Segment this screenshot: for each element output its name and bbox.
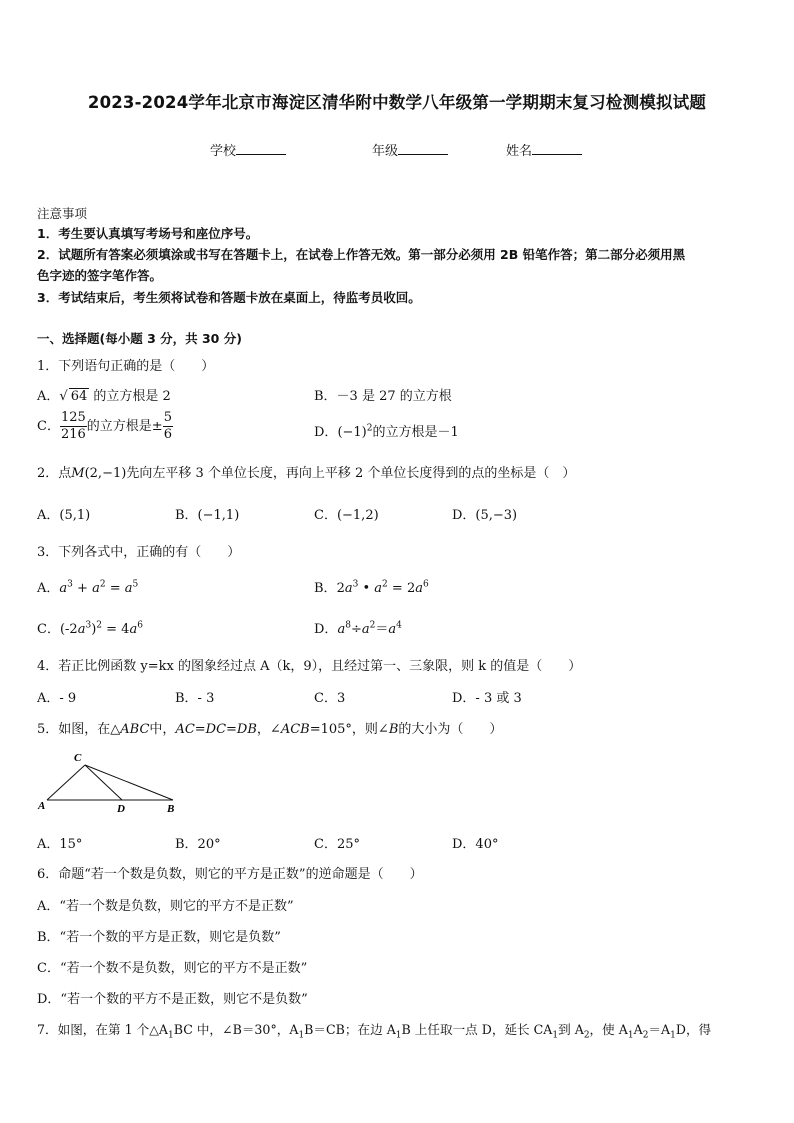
q7-text-3: B 上任取一点 D，延长 CA (401, 1022, 553, 1037)
q1-option-c (37, 410, 173, 443)
q1-stem: 1．下列语句正确的是（ ） (37, 359, 215, 374)
q7-sub-7: 2 (642, 1030, 649, 1041)
segment-cd (85, 765, 122, 800)
q2-option-d: D．(5,−3) (452, 508, 518, 523)
q5-comma: ， (256, 722, 270, 737)
grade-field (372, 140, 448, 159)
q1-c-denominator-2: 6 (163, 427, 172, 442)
school-label: 学校 (210, 144, 237, 159)
q5-option-b: B．20° (175, 837, 221, 852)
q1-c-fraction-2 (163, 410, 173, 443)
q7-sub-6: 1 (627, 1030, 634, 1041)
q1-d-label: D． (314, 425, 338, 440)
q5-stem-pre: 5．如图，在 (37, 722, 111, 737)
q1-option-a (37, 385, 171, 404)
q6-option-c: C．“若一个数不是负数，则它的平方不是正数” (37, 961, 308, 976)
q2-point: M (71, 466, 85, 481)
q4-option-b: B．- 3 (175, 691, 215, 706)
label-d: D (117, 803, 125, 815)
q1-c-numerator: 125 (60, 410, 86, 425)
q5-stem-post: 的大小为（ ） (398, 722, 503, 737)
q5-stem (37, 718, 502, 737)
q4-option-a: A．- 9 (37, 691, 77, 706)
q7-text-4: 到 A (558, 1022, 584, 1037)
q6-option-b: B．“若一个数的平方是正数，则它是负数” (37, 930, 281, 945)
sqrt-icon: √ (59, 389, 68, 404)
segment-ac (47, 765, 85, 800)
q2-option-c: C．(−1,2) (314, 508, 379, 523)
q4-option-c: C．3 (314, 691, 346, 706)
q5-triangle: △ABC (110, 722, 150, 737)
q6-option-a: A．“若一个数是负数，则它的平方不是正数” (37, 899, 294, 914)
q2-stem-pre: 2．点 (37, 466, 72, 481)
notice-item-3: 3．考试结束后，考生须将试卷和答题卡放在桌面上，待监考员收回。 (37, 290, 421, 305)
q6-option-d: D．“若一个数的平方不是正数，则它不是负数” (37, 992, 308, 1007)
q2-stem-post: 先向左平移 3 个单位长度，再向上平移 2 个单位长度得到的点的坐标是（ ） (126, 466, 576, 481)
q7-text-6: A (633, 1022, 643, 1037)
q5-angle-b: ∠B (377, 722, 399, 737)
section-heading: 一、选择题(每小题 3 分，共 30 分) (37, 331, 242, 346)
q5-option-a: A．15° (37, 837, 83, 852)
q4-stem: 4．若正比例函数 y=kx 的图象经过点 A（k，9），且经过第一、三象限，则 k 的值是（ ） (37, 659, 582, 674)
q3-option-a: A．$a^3 + a^2 = a^5$ (37, 579, 139, 596)
q7-text-0: 7．如图，在第 1 个△A (37, 1022, 168, 1037)
notice-heading: 注意事项 (37, 206, 88, 221)
q5-equality: AC=DC=DB (175, 722, 257, 737)
q6-stem: 6．命题“若一个数是负数，则它的平方是正数”的逆命题是（ ） (37, 867, 423, 882)
q2-stem (37, 462, 575, 481)
q1-c-text: 的立方根是± (86, 419, 163, 434)
q5-option-c: C．25° (314, 837, 360, 852)
q5-triangle-figure (36, 748, 196, 818)
notice-item-1: 1．考生要认真填写考场号和座位序号。 (37, 226, 259, 241)
q1-d-exp: 2 (366, 423, 373, 434)
q2-option-a: A．(5,1) (37, 508, 91, 523)
q3-a-label: A． (37, 581, 60, 596)
q5-angle: ∠ACB (269, 722, 310, 737)
grade-label: 年级 (372, 144, 399, 159)
q1-c-fraction (60, 410, 87, 443)
q7-text-8: D，得 (675, 1022, 712, 1037)
q1-a-label: A． (37, 389, 60, 404)
page-title: 2023-2024学年北京市海淀区清华附中数学八年级第一学期期末复习检测模拟试题 (87, 93, 707, 112)
q3-c-label: C． (37, 622, 60, 637)
q7-sub-5: 2 (583, 1030, 590, 1041)
q1-c-denominator: 216 (60, 427, 86, 442)
q2-option-b: B．(−1,1) (175, 508, 240, 523)
q5-stem-mid: 中， (149, 722, 176, 737)
q1-a-text: 的立方根是 2 (93, 389, 171, 404)
label-b: B (167, 803, 175, 815)
q7-sub-3: 1 (395, 1030, 402, 1041)
segment-cb (85, 765, 173, 800)
q1-option-b: B．－3 是 27 的立方根 (314, 389, 452, 404)
q3-stem: 3．下列各式中，正确的有（ ） (37, 545, 241, 560)
grade-blank (398, 142, 448, 155)
q1-option-d (314, 421, 459, 440)
name-field (506, 140, 582, 159)
name-blank (532, 142, 582, 155)
q3-option-d: D．$a^8\div a^2=a^4$ (314, 620, 402, 637)
q3-option-b: B．$2a^3$ • $a^2 = 2a^6$ (314, 579, 429, 596)
notice-item-2: 2．试题所有答案必须填涂或书写在答题卡上，在试卷上作答无效。第一部分必须用 2B 铅笔作答；第二部分必须用黑 (37, 247, 686, 262)
school-field (210, 140, 286, 159)
q1-d-text: 的立方根是－1 (372, 425, 459, 440)
q3-option-c: C．$(-2a^3)^2 = 4a^6$ (37, 620, 143, 637)
q4-option-d: D．- 3 或 3 (452, 691, 522, 706)
notice-item-2-cont: 色字迹的签字笔作答。 (37, 268, 163, 283)
q1-c-numerator-2: 5 (163, 410, 172, 425)
q5-option-d: D．40° (452, 837, 499, 852)
q5-angle-value: =105°，则 (309, 722, 378, 737)
q7-sub-2: 1 (298, 1030, 305, 1041)
school-blank (236, 142, 286, 155)
q1-a-radicand: 64 (70, 389, 88, 404)
label-a: A (38, 800, 46, 812)
q3-d-label: D． (314, 622, 338, 637)
q1-d-expr: (−1) (337, 425, 367, 440)
q1-c-label: C． (37, 419, 60, 434)
q7-text-7: ＝A (648, 1022, 671, 1037)
q7-text-1: BC 中，∠B＝30°，A (173, 1022, 299, 1037)
name-label: 姓名 (506, 144, 533, 159)
label-c: C (74, 752, 82, 764)
q7-sub-8: 1 (670, 1030, 676, 1041)
q7-sub-1: 1 (167, 1030, 174, 1041)
q7-sub-4: 1 (552, 1030, 559, 1041)
q7-stem (37, 1019, 711, 1041)
q3-b-label: B． (314, 581, 337, 596)
q2-coord: (2,−1) (84, 466, 127, 481)
q7-text-5: ，使 A (589, 1022, 628, 1037)
q7-text-2: B＝CB；在边 A (304, 1022, 396, 1037)
